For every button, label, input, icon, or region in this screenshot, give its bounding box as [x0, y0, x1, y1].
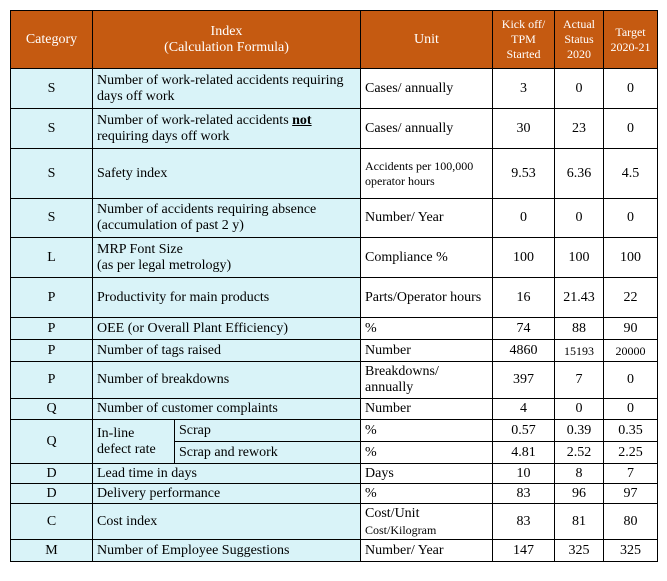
category-cell: M: [11, 540, 93, 562]
index-cell: Number of tags raised: [93, 340, 361, 362]
unit-cell: Parts/Operator hours: [361, 278, 493, 318]
actual-cell: 0: [555, 69, 604, 109]
actual-cell: 6.36: [555, 149, 604, 199]
sub-index-cell: Scrap: [175, 420, 361, 442]
index-cell: Number of breakdowns: [93, 362, 361, 399]
target-cell: 80: [604, 504, 658, 540]
category-cell: S: [11, 109, 93, 149]
category-cell: Q: [11, 399, 93, 420]
table-row: [11, 278, 658, 318]
table-row: [11, 69, 658, 109]
unit-cell: Breakdowns/ annually: [361, 362, 493, 399]
index-cell: Lead time in days: [93, 464, 361, 484]
target-cell: 97: [604, 484, 658, 504]
kickoff-cell: 83: [493, 504, 555, 540]
unit-cell: Number: [361, 340, 493, 362]
target-cell: 2.25: [604, 442, 658, 464]
category-cell: C: [11, 504, 93, 540]
sub-index-cell: Scrap and rework: [175, 442, 361, 464]
category-cell: S: [11, 69, 93, 109]
category-cell: Q: [11, 420, 93, 464]
index-cell: Delivery performance: [93, 484, 361, 504]
unit-cell: %: [361, 484, 493, 504]
kickoff-cell: 4: [493, 399, 555, 420]
unit-cell: Compliance %: [361, 238, 493, 278]
category-cell: S: [11, 149, 93, 199]
unit-cell: Number/ Year: [361, 199, 493, 238]
target-cell: 0: [604, 69, 658, 109]
header-unit: Unit: [361, 11, 493, 69]
kickoff-cell: 83: [493, 484, 555, 504]
actual-cell: 8: [555, 464, 604, 484]
target-cell: 0: [604, 109, 658, 149]
unit-cell: Number: [361, 399, 493, 420]
header-index: [93, 11, 361, 69]
category-cell: L: [11, 238, 93, 278]
kickoff-cell: 397: [493, 362, 555, 399]
category-cell: D: [11, 464, 93, 484]
actual-cell: 100: [555, 238, 604, 278]
table-row: [11, 109, 658, 149]
target-cell: 0: [604, 362, 658, 399]
category-cell: P: [11, 340, 93, 362]
target-cell: 0: [604, 399, 658, 420]
index-cell: Number of Employee Suggestions: [93, 540, 361, 562]
index-cell: In-line defect rate: [93, 420, 175, 464]
kickoff-cell: 147: [493, 540, 555, 562]
index-cell: OEE (or Overall Plant Efficiency): [93, 318, 361, 340]
target-cell: 100: [604, 238, 658, 278]
table-row: [11, 464, 658, 484]
unit-cell: %: [361, 420, 493, 442]
target-cell: 90: [604, 318, 658, 340]
table-row: [11, 420, 658, 442]
table-row: [11, 340, 658, 362]
index-text-line1: MRP Font Size: [97, 241, 183, 257]
kickoff-cell: 16: [493, 278, 555, 318]
unit-line1: Cost/Unit: [365, 505, 420, 521]
header-category: Category: [11, 11, 93, 69]
target-cell: 4.5: [604, 149, 658, 199]
unit-cell: Cases/ annually: [361, 109, 493, 149]
table-row: [11, 484, 658, 504]
category-cell: S: [11, 199, 93, 238]
header-row: [11, 11, 658, 69]
table-row: [11, 504, 658, 540]
header-kickoff: Kick off/ TPM Started: [493, 11, 555, 69]
index-cell: [93, 109, 361, 149]
target-cell: 7: [604, 464, 658, 484]
table-row: [11, 540, 658, 562]
kickoff-cell: 4860: [493, 340, 555, 362]
index-cell: Number of accidents requiring absence (accumulation of past 2 y): [93, 199, 361, 238]
unit-cell: Number/ Year: [361, 540, 493, 562]
index-text-pre: Number of work-related accidents: [97, 112, 293, 128]
table-row: [11, 149, 658, 199]
table-row: [11, 362, 658, 399]
actual-cell: 7: [555, 362, 604, 399]
unit-cell: Accidents per 100,000 operator hours: [361, 149, 493, 199]
unit-cell: Days: [361, 464, 493, 484]
unit-cell: %: [361, 442, 493, 464]
index-cell: Safety index: [93, 149, 361, 199]
actual-cell: 23: [555, 109, 604, 149]
actual-cell: 2.52: [555, 442, 604, 464]
unit-cell: [361, 504, 493, 540]
actual-cell: 21.43: [555, 278, 604, 318]
actual-cell: 88: [555, 318, 604, 340]
header-target: Target 2020-21: [604, 11, 658, 69]
index-cell: Number of work-related accidents requiring days off work: [93, 69, 361, 109]
header-index-title: Index: [210, 23, 243, 39]
actual-cell: 325: [555, 540, 604, 562]
actual-cell: 0.39: [555, 420, 604, 442]
header-actual: Actual Status 2020: [555, 11, 604, 69]
actual-cell: 81: [555, 504, 604, 540]
kickoff-cell: 10: [493, 464, 555, 484]
category-cell: P: [11, 318, 93, 340]
index-cell: [93, 238, 361, 278]
kpi-table: [10, 10, 658, 562]
unit-cell: Cases/ annually: [361, 69, 493, 109]
target-cell: 0: [604, 199, 658, 238]
kickoff-cell: 4.81: [493, 442, 555, 464]
table-row: [11, 399, 658, 420]
index-cell: Cost index: [93, 504, 361, 540]
index-text-emphasis: not: [292, 112, 312, 128]
kickoff-cell: 30: [493, 109, 555, 149]
target-cell: 20000: [604, 340, 658, 362]
target-cell: 0.35: [604, 420, 658, 442]
index-cell: Number of customer complaints: [93, 399, 361, 420]
category-cell: P: [11, 362, 93, 399]
target-cell: 22: [604, 278, 658, 318]
kickoff-cell: 9.53: [493, 149, 555, 199]
kickoff-cell: 0.57: [493, 420, 555, 442]
kickoff-cell: 3: [493, 69, 555, 109]
actual-cell: 15193: [555, 340, 604, 362]
actual-cell: 0: [555, 399, 604, 420]
actual-cell: 0: [555, 199, 604, 238]
kickoff-cell: 100: [493, 238, 555, 278]
index-text-line2: (as per legal metrology): [97, 257, 232, 273]
category-cell: D: [11, 484, 93, 504]
index-cell: Productivity for main products: [93, 278, 361, 318]
table-row: [11, 199, 658, 238]
unit-line2: Cost/Kilogram: [365, 522, 437, 537]
header-index-formula: (Calculation Formula): [164, 39, 289, 55]
category-cell: P: [11, 278, 93, 318]
kickoff-cell: 74: [493, 318, 555, 340]
actual-cell: 96: [555, 484, 604, 504]
table-row: [11, 238, 658, 278]
table-row: [11, 318, 658, 340]
unit-cell: %: [361, 318, 493, 340]
index-text-post: requiring days off work: [97, 128, 230, 144]
target-cell: 325: [604, 540, 658, 562]
kickoff-cell: 0: [493, 199, 555, 238]
